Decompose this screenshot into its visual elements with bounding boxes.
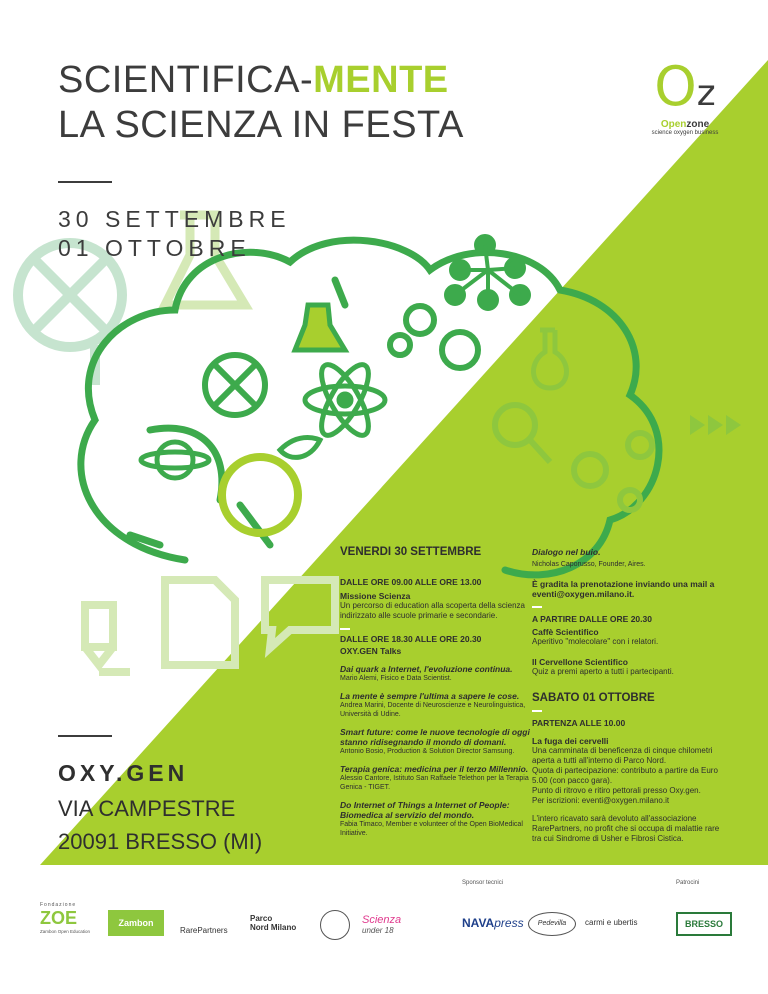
day1-heading: VENERDI 30 SETTEMBRE	[340, 546, 482, 558]
nord-text: Nord Milano	[250, 923, 297, 932]
pedevilla-logo: Pedevilla	[528, 912, 576, 936]
rarepartners-logo: RarePartners	[180, 926, 228, 935]
bresso-logo: BRESSO	[676, 912, 732, 936]
under18-text: under 18	[362, 926, 394, 935]
venue-street: VIA CAMPESTRE	[58, 796, 236, 821]
divider	[340, 628, 350, 630]
block5-note: L'intero ricavato sarà devoluto all'associazione RarePartners, no profit che si occupa di malattie rare tra cui Sindrome di Usher e Fibrosi Cistica.	[532, 814, 720, 843]
brain-apple-icon	[222, 457, 298, 533]
parco-nord-logo	[250, 914, 296, 932]
brain-flask-icon	[295, 305, 345, 350]
talk1-title: Dai quark a Internet, l'evoluzione continua.	[340, 664, 513, 674]
block5-iscrizioni: Per iscrizioni: eventi@oxygen.milano.it	[532, 796, 670, 805]
brain-leaf-icon	[280, 438, 320, 458]
program-right-column	[532, 547, 722, 844]
talk1-speaker: Mario Alemi, Fisico e Data Scientist.	[340, 675, 452, 682]
venue-rule	[58, 735, 112, 737]
navapress-logo	[462, 916, 524, 930]
title-line2: LA SCIENZA IN FESTA	[58, 104, 464, 146]
block3-title: Caffè Scientifico	[532, 627, 599, 637]
block5-quota: Quota di partecipazione: contributo a partire da Euro 5.00 (con pacco gara).	[532, 766, 718, 785]
carmi-ubertis-logo: carmi e ubertis	[585, 918, 638, 927]
block3-text: Aperitivo "molecolare" con i relatori.	[532, 637, 659, 646]
brain-gear-icon	[390, 306, 478, 368]
scienza-under18-logo	[362, 914, 401, 935]
block3-time: A PARTIRE DALLE ORE 20.30	[532, 614, 652, 624]
talk6-speaker: Nicholas Caporusso, Founder, Aires.	[532, 561, 646, 568]
zambon-logo: Zambon	[108, 910, 164, 936]
talk2-speaker: Andrea Marini, Docente di Neuroscienze e Neurolinguistica, Università di Udine.	[340, 702, 526, 718]
block1-time: DALLE ORE 09.00 ALLE ORE 13.00	[340, 577, 482, 587]
logo-name-open: Open	[660, 119, 687, 130]
logo-tagline: science oxygen business	[651, 130, 719, 136]
block5-text: Una camminata di beneficenza di cinque chilometri aperta a tutti all'interno di Parco Nord.	[532, 746, 713, 765]
zoe-logo	[40, 902, 95, 934]
block2-title: OXY.GEN Talks	[340, 646, 402, 656]
zoe-fondazione: Fondazione	[40, 902, 77, 908]
patrocini-label: Patrocini	[676, 880, 700, 886]
faded-document-icon	[165, 580, 235, 665]
talk2-title: La mente è sempre l'ultima a sapere le cose.	[340, 691, 520, 701]
talk4-speaker: Alessio Cantore, Istituto San Raffaele Telethon per la Terapia Genica - TIGET.	[340, 775, 529, 791]
brain-planet-icon	[141, 442, 209, 478]
talk5-speaker: Fabia Timaco, Member e volunteer of the Open BioMedical Initiative.	[340, 821, 523, 837]
block4-text: Quiz a premi aperto a tutti i partecipanti.	[532, 667, 674, 676]
block5-ritrovo: Punto di ritrovo e ritiro pettorali presso Oxy.gen.	[532, 786, 701, 795]
venue-block	[58, 758, 262, 856]
title-part1: SCIENTIFICA-	[58, 59, 314, 101]
brain-atom-icon	[305, 358, 385, 441]
brain-globe-icon	[205, 355, 265, 415]
venue-name: OXY.GEN	[58, 760, 189, 786]
brain-network-icon	[446, 236, 529, 309]
faded-pencil-icon	[85, 605, 130, 672]
block2-time: DALLE ORE 18.30 ALLE ORE 20.30	[340, 634, 482, 644]
block5-time: PARTENZA ALLE 10.00	[532, 718, 626, 728]
scienza-text: Scienza	[362, 914, 402, 926]
butterfly-logo-icon	[320, 910, 350, 940]
block5-title: La fuga dei cervelli	[532, 736, 609, 746]
talk3-speaker: Antonio Bosio, Production & Solution Director Samsung.	[340, 748, 515, 755]
day2-heading: SABATO 01 OTTOBRE	[532, 692, 655, 704]
talk4-title: Terapia genica: medicina per il terzo Millennio.	[340, 764, 529, 774]
openzone-logo	[640, 55, 730, 136]
divider	[532, 606, 542, 608]
sponsor-tecnici-label: Sponsor tecnici	[462, 880, 504, 886]
program-left-column	[340, 547, 530, 838]
block1-text: Un percorso di education alla scoperta della scienza indirizzato alle scuole primarie e secondarie.	[340, 601, 525, 620]
block1-title: Missione Scienza	[340, 591, 411, 601]
block4-title: Il Cervellone Scientifico	[532, 657, 628, 667]
title-highlight: MENTE	[313, 59, 449, 101]
divider	[532, 710, 542, 712]
press-text: press	[494, 916, 524, 930]
booking-note: È gradita la prenotazione inviando una mail a eventi@oxygen.milano.it.	[532, 579, 715, 599]
title-rule	[58, 181, 112, 183]
venue-city: 20091 BRESSO (MI)	[58, 829, 263, 854]
talk3-title: Smart future: come le nuove tecnologie di oggi stanno ridisegnando il mondo di domani.	[340, 727, 530, 747]
parco-text: Parco	[250, 914, 273, 923]
logo-name-zone: zone	[686, 119, 710, 130]
date-line1: 30 SETTEMBRE	[58, 206, 291, 232]
date-line2: 01 OTTOBRE	[58, 235, 251, 261]
event-title	[58, 58, 464, 148]
logo-mark-z: z	[696, 73, 716, 114]
event-dates	[58, 205, 291, 263]
zoe-sub: Zambon Open Education	[40, 929, 91, 934]
nava-text: NAVA	[462, 916, 495, 930]
talk6-title: Dialogo nel buio.	[532, 547, 601, 557]
logo-mark-o: O	[654, 55, 697, 118]
faded-globe-icon	[18, 243, 122, 385]
talk5-title: Do Internet of Things a Internet of People: Biomedica al servizio del mondo.	[340, 800, 510, 820]
zoe-mark: ZOE	[40, 908, 78, 928]
